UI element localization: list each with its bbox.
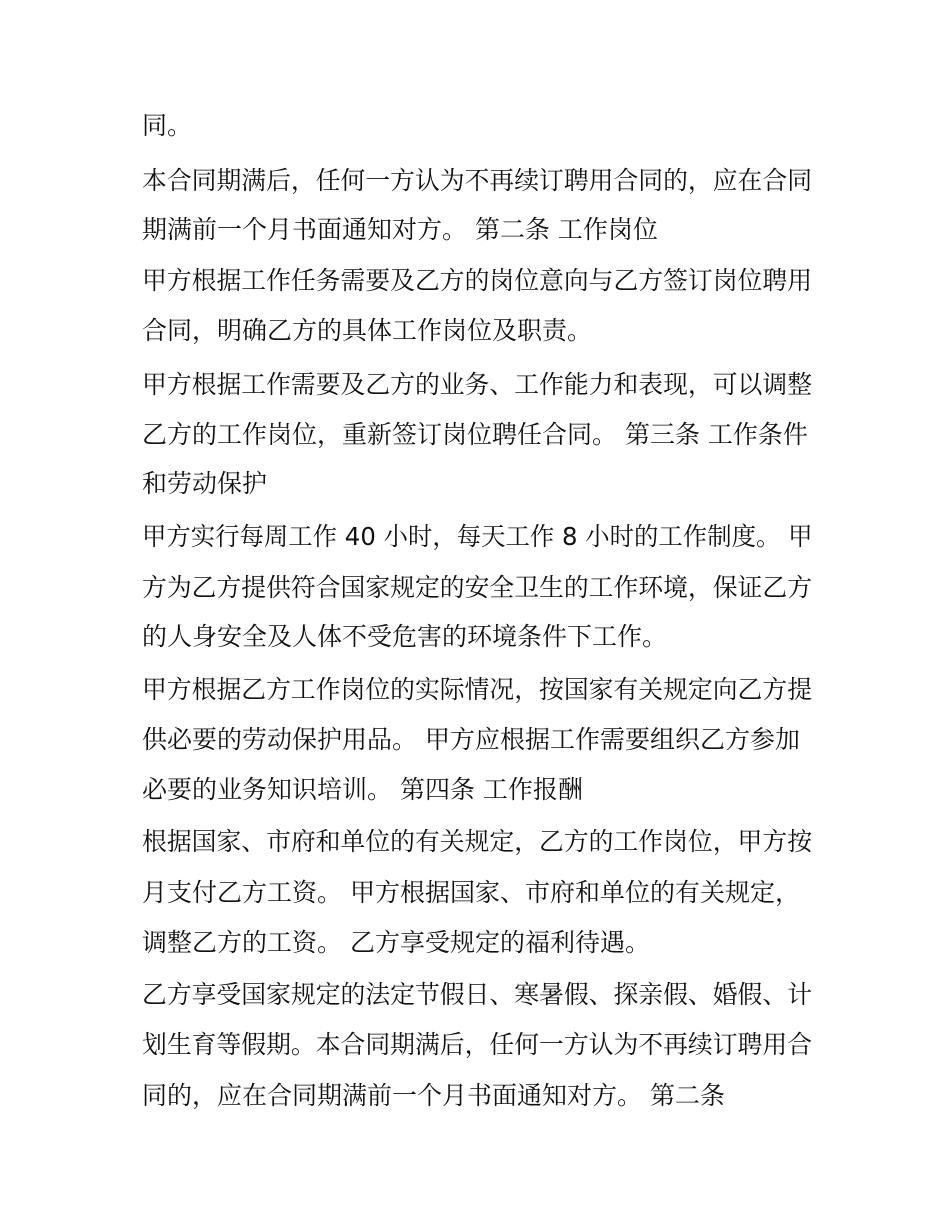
text-line: 月支付乙方工资。 甲方根据国家、市府和单位的有关规定， [142, 878, 800, 907]
text-line: 甲方根据工作需要及乙方的业务、工作能力和表现，可以调整 [142, 370, 813, 399]
text-line: 根据国家、市府和单位的有关规定，乙方的工作岗位，甲方按 [142, 827, 813, 856]
text-line: 必要的业务知识培训。 第四条 工作报酬 [142, 775, 583, 804]
text-line: 乙方的工作岗位，重新签订岗位聘任合同。 第三条 工作条件 [142, 420, 808, 449]
text-line: 期满前一个月书面通知对方。 第二条 工作岗位 [142, 215, 658, 244]
text-line: 甲方根据工作任务需要及乙方的岗位意向与乙方签订岗位聘用 [142, 266, 813, 295]
text-line: 同的，应在合同期满前一个月书面通知对方。 第二条 [142, 1081, 725, 1110]
text-line: 调整乙方的工资。 乙方享受规定的福利待遇。 [142, 928, 650, 957]
text-line: 合同，明确乙方的具体工作岗位及职责。 [142, 316, 593, 345]
text-line: 和劳动保护 [142, 469, 268, 498]
text-line: 甲方实行每周工作 40 小时，每天工作 8 小时的工作制度。 甲 [142, 522, 813, 551]
text-line: 同。 [142, 111, 193, 140]
text-line: 乙方享受国家规定的法定节假日、寒暑假、探亲假、婚假、计 [142, 980, 813, 1009]
text-line: 供必要的劳动保护用品。 甲方应根据工作需要组织乙方参加 [142, 725, 800, 754]
text-line: 本合同期满后，任何一方认为不再续订聘用合同的，应在合同 [142, 166, 813, 195]
text-line: 方为乙方提供符合国家规定的安全卫生的工作环境，保证乙方 [142, 573, 813, 602]
text-line: 划生育等假期。本合同期满后，任何一方认为不再续订聘用合 [142, 1030, 813, 1059]
text-line: 甲方根据乙方工作岗位的实际情况，按国家有关规定向乙方提 [142, 675, 813, 704]
text-line: 的人身安全及人体不受危害的环境条件下工作。 [142, 622, 668, 651]
